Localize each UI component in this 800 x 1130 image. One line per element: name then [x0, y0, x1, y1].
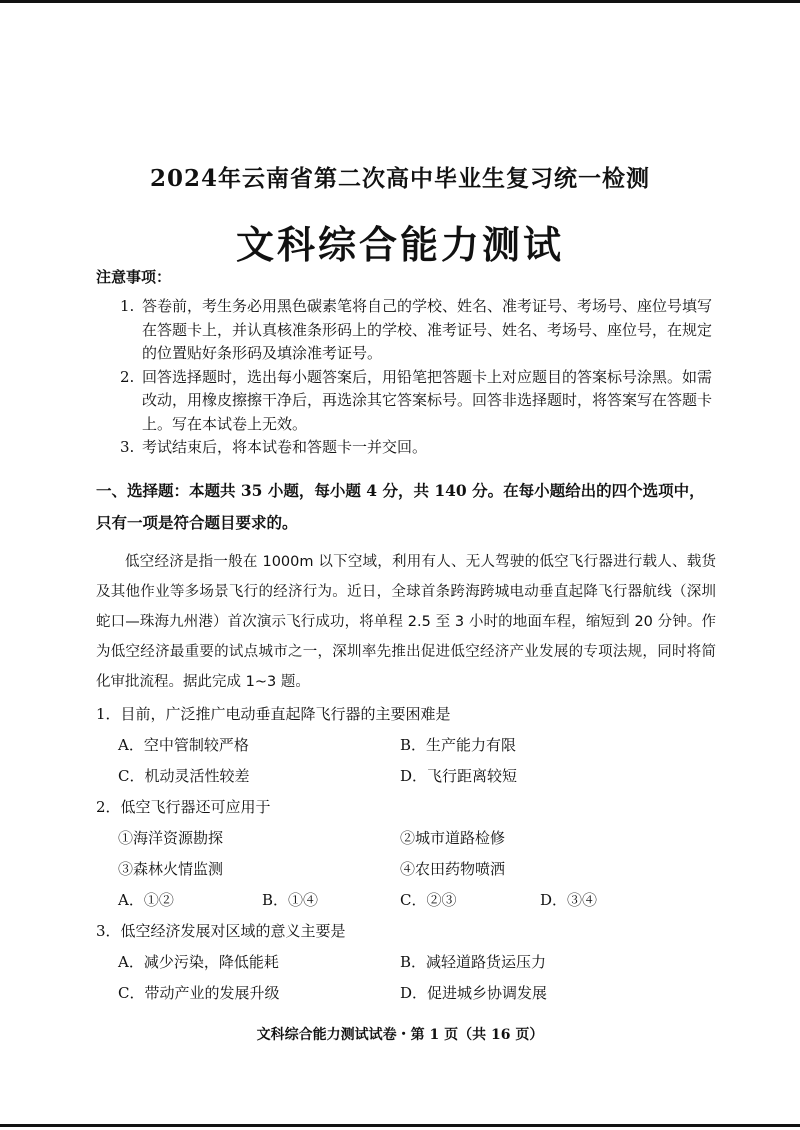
notice-item-number: 1.	[120, 297, 135, 315]
question-2-option-d: D．③④	[540, 891, 598, 909]
question-2-item-4: ④农田药物喷洒	[400, 860, 506, 878]
notice-item-text: 回答选择题时，选出每小题答案后，用铅笔把答题卡上对应题目的答案标号涂黑。如需改动，用橡皮擦擦干净后，再选涂其它答案标号。回答非选择题时，将答案写在答题卡上。写在本试卷上无效。	[142, 367, 713, 433]
notice-block	[96, 266, 716, 460]
notice-item-number: 3.	[120, 438, 135, 456]
notice-heading: 注意事项：	[96, 268, 172, 286]
page-footer: 文科综合能力测试试卷・第 1 页（共 16 页）	[256, 1027, 544, 1043]
question-1-stem: 1．目前，广泛推广电动垂直起降飞行器的主要困难是	[96, 705, 451, 723]
question-2-option-c: C．②③	[400, 891, 457, 909]
notice-item-text: 答卷前，考生务必用黑色碳素笔将自己的学校、姓名、准考证号、考场号、座位号填写在答题卡上，并认真核准条形码上的学校、准考证号、姓名、考场号、座位号，在规定的位置贴好条形码及填涂准考证号。	[142, 297, 713, 362]
question-1-option-d: D．飞行距离较短	[400, 767, 518, 785]
question-2-option-a: A．①②	[118, 891, 174, 909]
notice-item-number: 2.	[120, 367, 135, 386]
section-heading: 一、选择题：本题共 35 小题，每小题 4 分，共 140 分。在每小题给出的四个选项中，只有一项是符合题目要求的。	[96, 481, 705, 532]
notice-item-text: 考试结束后，将本试卷和答题卡一并交回。	[142, 438, 428, 456]
notice-item	[120, 436, 716, 460]
question-3-option-b: B．减轻道路货运压力	[400, 953, 547, 971]
question-2-option-b: B．①④	[262, 891, 319, 909]
question-1-option-b: B．生产能力有限	[400, 736, 517, 754]
reading-passage: 低空经济是指一般在 1000m 以下空域，利用有人、无人驾驶的低空飞行器进行载人、载货及其他作业等多场景飞行的经济行为。近日，全球首条跨海跨城电动垂直起降飞行器航线（深圳蛇口—珠海九州港）首次演示飞行成功，将单程 2.5 至 3 小时的地面车程，缩短到 20 分钟。作为低空经济最重要的试点城市之一，深圳率先推出促进低空经济产业发展的专项法规，同时将简化审批流程。据此完成 1~3 题。	[96, 554, 716, 690]
question-3-option-c: C．带动产业的发展升级	[118, 984, 280, 1002]
notice-item	[120, 366, 716, 437]
question-1-option-a: A．空中管制较严格	[118, 736, 249, 754]
question-3-option-a: A．减少污染，降低能耗	[118, 953, 279, 971]
question-3-option-d: D．促进城乡协调发展	[400, 984, 548, 1002]
question-1-option-c: C．机动灵活性较差	[118, 767, 250, 785]
question-2-item-1: ①海洋资源勘探	[118, 829, 224, 847]
bottom-border	[0, 1124, 800, 1127]
question-3-stem: 3．低空经济发展对区域的意义主要是	[96, 922, 346, 940]
notice-item	[120, 295, 716, 366]
question-2-item-3: ③森林火情监测	[118, 860, 224, 878]
question-2-item-2: ②城市道路检修	[400, 829, 506, 847]
question-2-stem: 2．低空飞行器还可应用于	[96, 798, 271, 816]
exam-subtitle: 2024年云南省第二次高中毕业生复习统一检测	[149, 165, 650, 192]
top-border	[0, 0, 800, 3]
exam-title: 文科综合能力测试	[235, 222, 564, 267]
